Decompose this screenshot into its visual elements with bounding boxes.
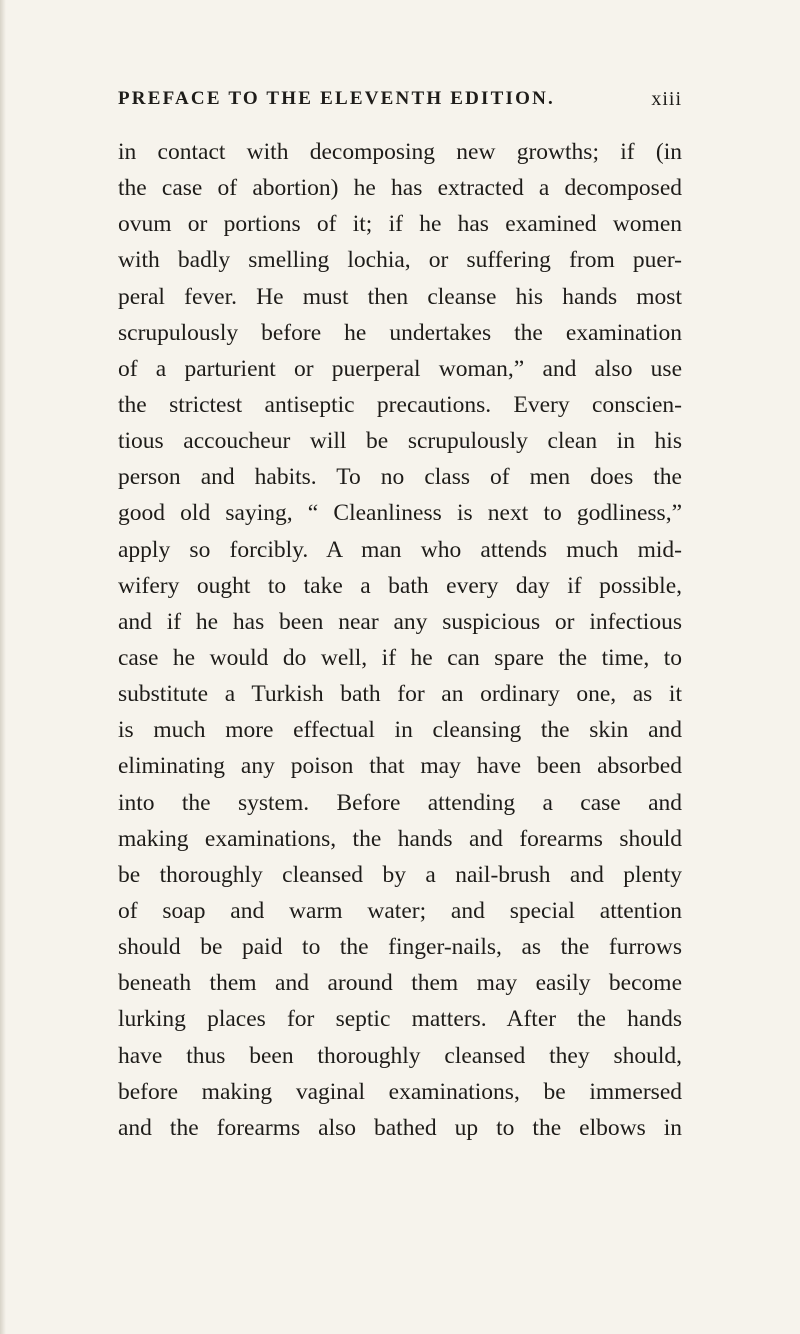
text-line: of soap and warm water; and special attention bbox=[118, 897, 682, 924]
text-line: making examinations, the hands and forearms should bbox=[118, 825, 682, 852]
text-line: wifery ought to take a bath every day if possible, bbox=[118, 572, 682, 599]
text-line: the strictest antiseptic precautions. Every conscien- bbox=[118, 391, 682, 418]
text-line: ovum or portions of it; if he has examined women bbox=[118, 211, 682, 238]
body-paragraph bbox=[118, 134, 682, 1146]
text-line: lurking places for septic matters. After the hands bbox=[118, 1006, 682, 1033]
text-line: beneath them and around them may easily become bbox=[118, 970, 682, 997]
text-line: in contact with decomposing new growths; if (in bbox=[118, 139, 682, 165]
text-line: tious accoucheur will be scrupulously clean in his bbox=[118, 428, 682, 455]
text-line: into the system. Before attending a case and bbox=[118, 789, 682, 816]
text-line: should be paid to the finger-nails, as the furrows bbox=[118, 934, 682, 961]
text-line: scrupulously before he undertakes the examination bbox=[118, 319, 682, 346]
text-line: have thus been thoroughly cleansed they should, bbox=[118, 1042, 682, 1069]
running-header bbox=[118, 88, 682, 118]
text-line: good old saying, “ Cleanliness is next to godliness,” bbox=[118, 500, 682, 527]
text-line: be thoroughly cleansed by a nail-brush and plenty bbox=[118, 861, 682, 888]
text-line: case he would do well, if he can spare the time, to bbox=[118, 644, 682, 671]
text-line: eliminating any poison that may have been absorbed bbox=[118, 753, 682, 780]
text-line: person and habits. To no class of men does the bbox=[118, 464, 682, 491]
page-edge-shadow bbox=[0, 0, 6, 1334]
text-line: before making vaginal examinations, be immersed bbox=[118, 1078, 682, 1105]
text-line: the case of abortion) he has extracted a decomposed bbox=[118, 175, 682, 202]
text-line: apply so forcibly. A man who attends much mid- bbox=[118, 536, 682, 563]
text-line: is much more effectual in cleansing the skin and bbox=[118, 717, 682, 744]
page-number: xiii bbox=[651, 88, 682, 110]
text-line: of a parturient or puerperal woman,” and also use bbox=[118, 355, 682, 382]
text-line: peral fever. He must then cleanse his hands most bbox=[118, 283, 682, 310]
text-line: and the forearms also bathed up to the elbows in bbox=[118, 1114, 682, 1141]
text-line: with badly smelling lochia, or suffering from puer- bbox=[118, 247, 682, 274]
text-line: substitute a Turkish bath for an ordinary one, as it bbox=[118, 681, 682, 708]
running-title: PREFACE TO THE ELEVENTH EDITION. bbox=[118, 88, 555, 109]
text-line: and if he has been near any suspicious or infectious bbox=[118, 608, 682, 635]
